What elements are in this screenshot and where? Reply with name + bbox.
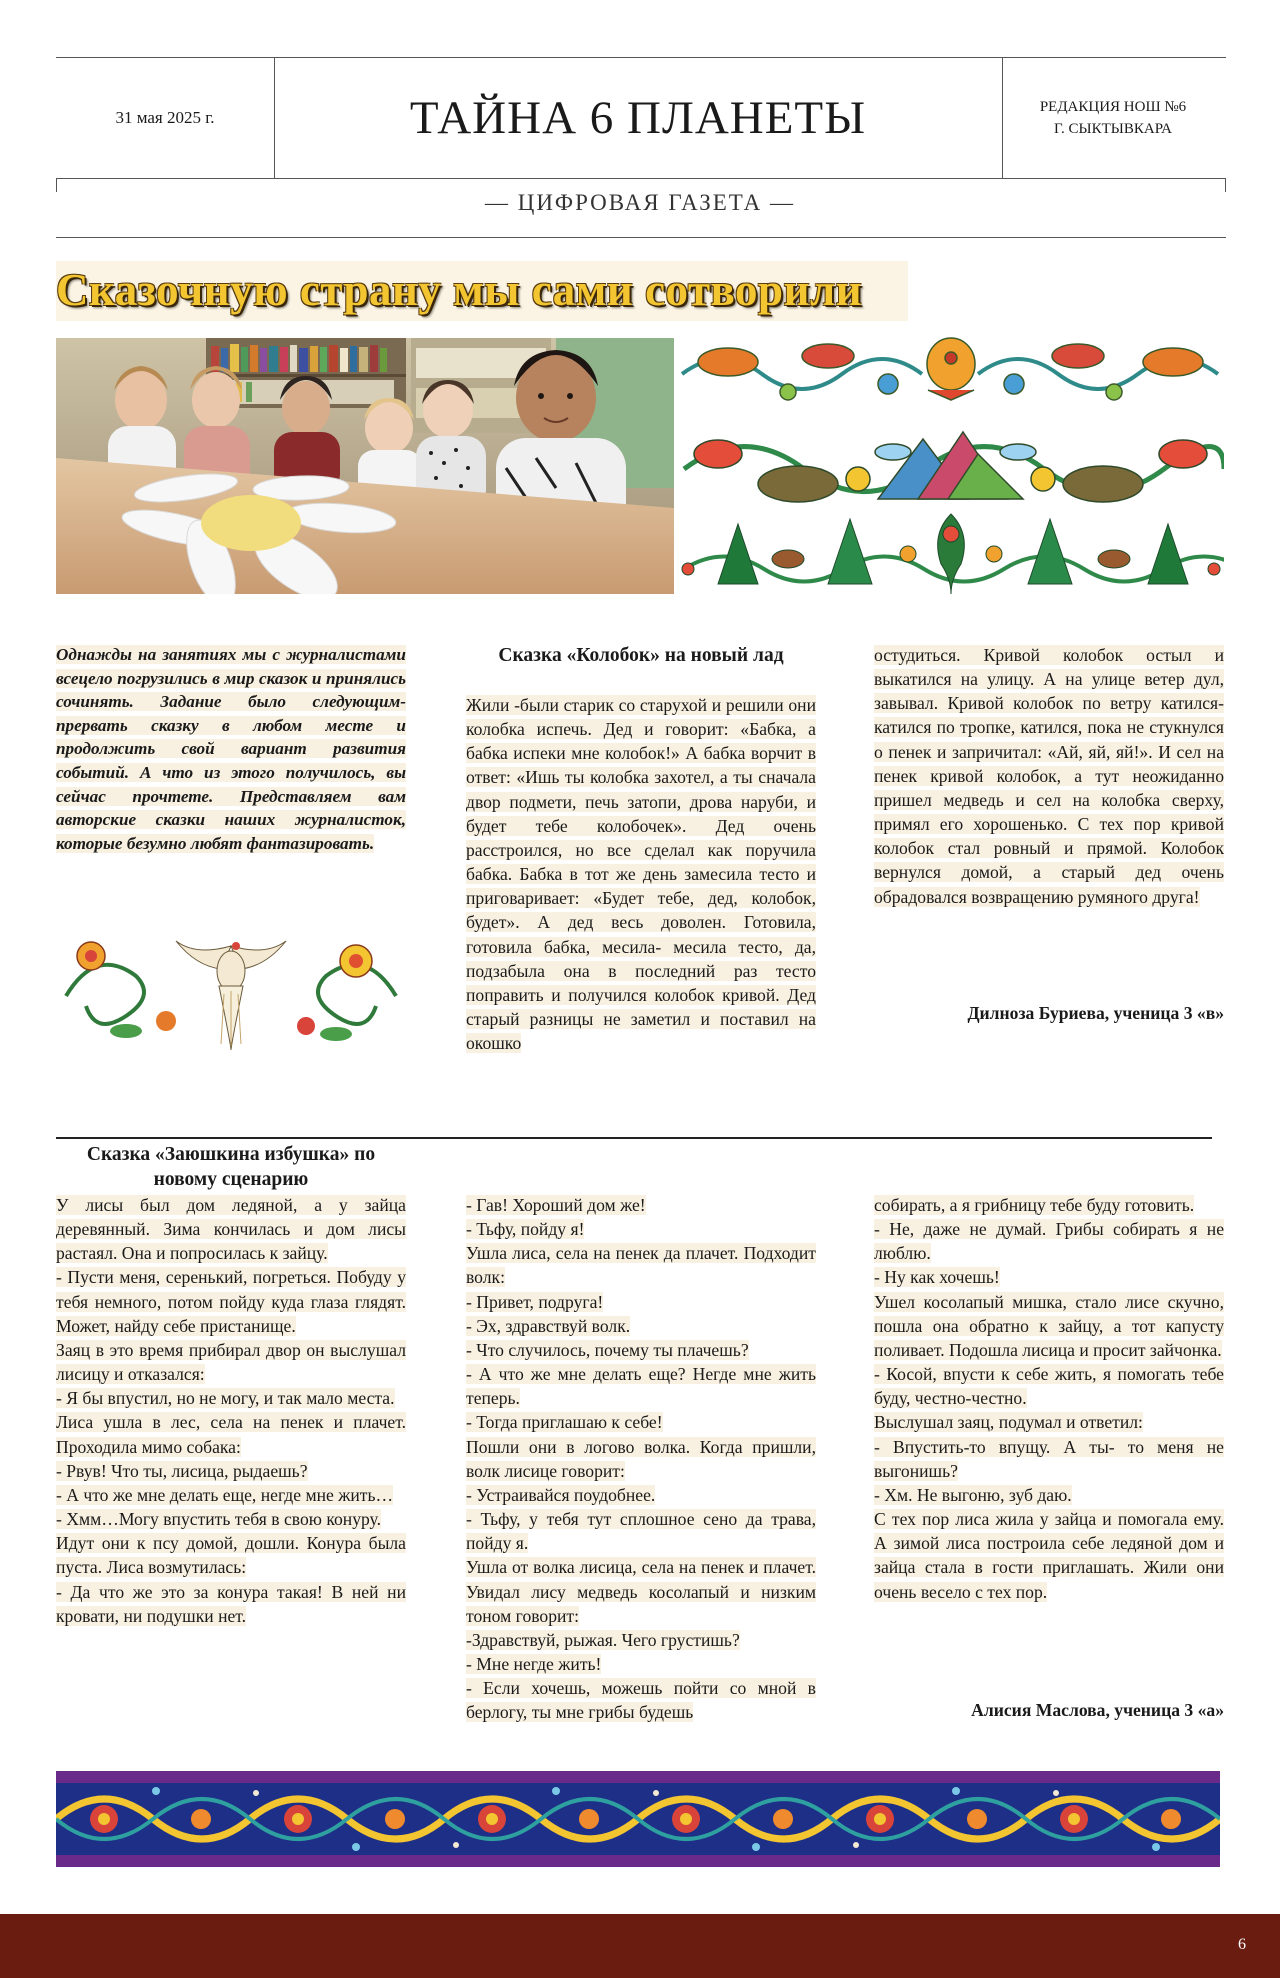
story2-paragraph: - Эх, здравствуй волк. xyxy=(466,1315,631,1336)
story2-paragraph: - Тьфу, у тебя тут сплошное сено да трава, пойду я. xyxy=(466,1509,816,1554)
children-photo xyxy=(56,338,674,594)
section-divider xyxy=(56,1137,1212,1139)
story2-paragraph: Идут они к псу домой, дошли. Конура была пуста. Лиса возмутилась: xyxy=(56,1533,406,1578)
story2-paragraph: -Здравствуй, рыжая. Чего грустишь? xyxy=(466,1629,740,1650)
story2-paragraph: - А что же мне делать еще, негде мне жить… xyxy=(56,1484,394,1505)
story2-paragraph: У лисы был дом ледяной, а у зайца деревянный. Зима кончилась и дом лисы растаял. Она и попросилась к зайцу. xyxy=(56,1195,406,1264)
masthead-tick-right xyxy=(1225,178,1226,192)
newspaper-subtitle: — ЦИФРОВАЯ ГАЗЕТА — xyxy=(484,190,796,215)
page-number: 6 xyxy=(1238,1936,1246,1953)
masthead-bottom-rule xyxy=(56,178,1226,179)
story2-paragraph: Ушел косолапый мишка, стало лисе скучно, пошла она обратно к зайцу, а тот капусту поливает. Подошла лисица и просит зайчонка. xyxy=(874,1291,1224,1360)
story2-paragraph: - Ну как хочешь! xyxy=(874,1267,1000,1288)
story2-paragraph: Заяц в это время прибирал двор он выслушал лисицу и отказался: xyxy=(56,1339,406,1385)
story2-paragraph: - Косой, впусти к себе жить, я помогать тебе буду, честно-честно. xyxy=(874,1364,1224,1409)
story2-paragraph: Выслушал заяц, подумал и ответил: xyxy=(874,1412,1143,1433)
story2-paragraph: - Гав! Хороший дом же! xyxy=(466,1195,646,1215)
page-footer xyxy=(0,1914,1280,1978)
story2-paragraph: - Хмм…Могу впустить тебя в свою конуру. xyxy=(56,1509,381,1530)
story2-column-3 xyxy=(874,1193,1224,1604)
story1-column-1 xyxy=(466,693,816,1055)
story2-paragraph: - Если хочешь, можешь пойти со мной в берлогу, ты мне грибы будешь xyxy=(466,1678,816,1723)
story2-paragraph: - Тьфу, пойду я! xyxy=(466,1219,585,1240)
story2-paragraph: - Рвув! Что ты, лисица, рыдаешь? xyxy=(56,1460,308,1481)
story2-paragraph: - Хм. Не выгоню, зуб даю. xyxy=(874,1484,1072,1505)
story2-column-2 xyxy=(466,1193,816,1724)
newspaper-title: ТАЙНА 6 ПЛАНЕТЫ xyxy=(409,92,867,144)
story2-paragraph: - Пусти меня, серенький, погреться. Побуду у тебя немного, потом пойду куда глаза глядят. Может, найду себе пристанище. xyxy=(56,1267,406,1336)
story2-paragraph: - Да что же это за конура такая! В ней ни кровати, ни подушки нет. xyxy=(56,1581,406,1626)
story1-column-2 xyxy=(874,643,1224,909)
story2-title: Сказка «Заюшкина избушка» по новому сценарию xyxy=(86,1144,376,1190)
story1-title: Сказка «Колобок» на новый лад xyxy=(498,645,784,666)
issue-date: 31 мая 2025 г. xyxy=(115,108,215,127)
story2-paragraph: Пошли они в логово волка. Когда пришли, волк лисице говорит: xyxy=(466,1436,816,1481)
story2-paragraph: - А что же мне делать еще? Негде мне жить теперь. xyxy=(466,1364,816,1409)
folk-ornament-top-icon xyxy=(678,334,1224,598)
folk-ornament-bottom-icon xyxy=(56,1771,1220,1867)
editorial-info xyxy=(1002,58,1224,178)
story1-author: Дилноза Буриева, ученица 3 «в» xyxy=(967,1003,1224,1023)
story2-paragraph: - Что случилось, почему ты плачешь? xyxy=(466,1339,749,1360)
story1-text-part2: остудиться. Кривой колобок остыл и выкатился на улицу. А на улице ветер дул, завывал. Кривой колобок по ветру катился- катился по тропке, катился, пока не стукнулся о пенек и запричитал: «Ай, яй, яй!». И сел на пенек кривой колобок, а тут неожиданно пришел медведь и сел на колобка сверху, примял его хорошенько. С тех пор кривой колобок стал ровный и прямой. Колобок вернулся домой, а старый дед очень обрадовался возвращению румяного друга! xyxy=(874,645,1224,907)
story2-paragraph: - Я бы впустил, но не могу, и так мало места. xyxy=(56,1388,395,1409)
story2-paragraph: Ушла лиса, села на пенек да плачет. Подходит волк: xyxy=(466,1243,816,1288)
story2-paragraph: - Впустить-то впущу. А ты- то меня не выгонишь? xyxy=(874,1436,1224,1481)
story2-paragraph: собирать, а я грибницу тебе буду готовить. xyxy=(874,1195,1195,1215)
story1-text-part1: Жили -были старик со старухой и решили они колобка испечь. Дед и говорит: «Бабка, а бабка испеки мне колобок!» А бабка ворчит в ответ: «Ишь ты колобка захотел, а ты сначала двор подмети, печь затопи, дрова наруби, и будет тебе колобочек». Дед очень расстроился, но все сделал как поручила бабка. Бабка в тот же день замесила тесто и приговаривает: «Будет тебе, дед, колобок, будет». А дед весь доволен. Готовила, готовила бабка, месила- месила тесто, да, подзабыла она в последний раз тесто поправить и получился колобок кривой. Дед старый разницы не заметил и поставил на окошко xyxy=(466,695,816,1054)
story2-paragraph: С тех пор лиса жила у зайца и помогала ему. А зимой лиса построила себе ледяной дом и зайца стала в гости приглашать. Жили они очень весело с тех пор. xyxy=(874,1509,1224,1602)
story2-paragraph: - Не, даже не думай. Грибы собирать я не люблю. xyxy=(874,1219,1224,1264)
firebird-ornament-icon xyxy=(56,926,406,1052)
intro-text xyxy=(56,643,406,855)
editorial-line-2: Г. СЫКТЫВКАРА xyxy=(1054,121,1172,137)
story2-column-1 xyxy=(56,1193,406,1628)
story2-paragraph: - Мне негде жить! xyxy=(466,1653,602,1674)
story2-paragraph: Лиса ушла в лес, села на пенек и плачет. Проходила мимо собака: xyxy=(56,1412,406,1457)
editorial-line-1: РЕДАКЦИЯ НОШ №6 xyxy=(1039,99,1187,115)
story2-paragraph: - Устраивайся поудобнее. xyxy=(466,1484,656,1505)
story2-paragraph: Ушла от волка лисица, села на пенек и плачет. Увидал лису медведь косолапый и низким тоном говорит: xyxy=(466,1557,816,1626)
story2-paragraph: - Привет, подруга! xyxy=(466,1291,604,1312)
story2-paragraph: - Тогда приглашаю к себе! xyxy=(466,1412,663,1433)
subtitle-bottom-rule xyxy=(56,237,1226,238)
page-headline: Сказочную страну мы сами сотворили xyxy=(56,265,863,315)
intro-text-content: Однажды на занятиях мы с журналистами всецело погрузились в мир сказок и принялись сочинять. Задание было следующим- прервать сказку в любом месте и продолжить свой вариант развития событий. А что из этого получилось, вы сейчас прочтете. Представляем вам авторские сказки наших журналисток, которые безумно любят фантазировать. xyxy=(56,645,406,853)
story2-author: Алисия Маслова, ученица 3 «а» xyxy=(971,1700,1224,1720)
